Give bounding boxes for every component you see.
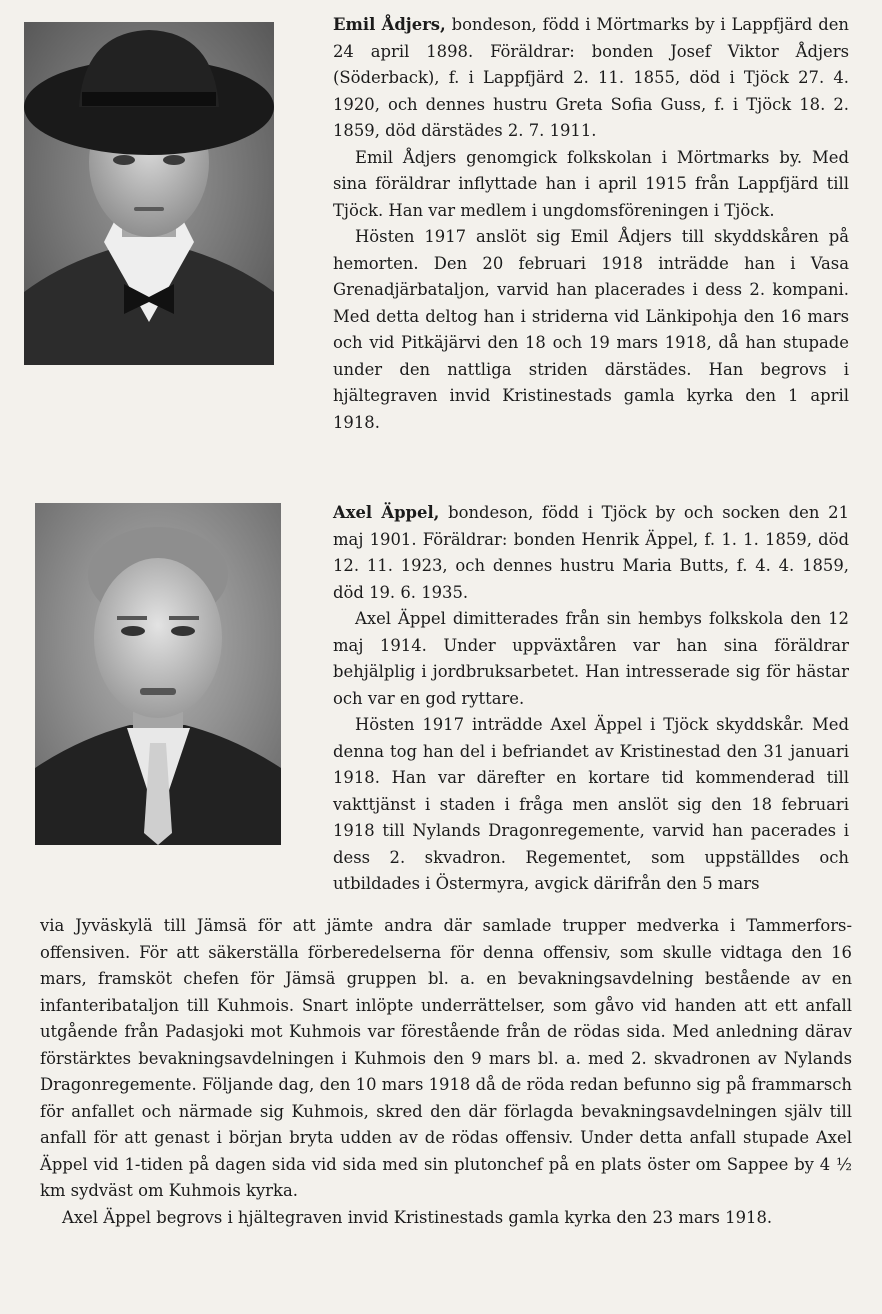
biography-emil-adjers xyxy=(333,12,849,436)
portrait-photo-axel-appel xyxy=(35,503,281,845)
person-name: Emil Ådjers, xyxy=(333,15,446,34)
portrait-image xyxy=(24,22,274,365)
paragraph-education: Axel Äppel dimitterades från sin hembys folkskola den 12 maj 1914. Under uppväxtåren var han sina föräldrar behjälplig i jordbruksarbetet. Han intresserade sig för hästar och var en god ryttare. xyxy=(333,609,849,708)
paragraph-service: Hösten 1917 anslöt sig Emil Ådjers till skyddskåren på hemorten. Den 20 februari 1918 inträdde han i Vasa Grenadjärbataljon, varvid han placerades i dess 2. kompani. Med detta deltog han i striderna vid Länkipohja den 16 mars och vid Pitkäjärvi den 18 och 19 mars 1918, då han stupade under den nattliga striden därstädes. Han begrovs i hjältegraven invid Kristinestads gamla kyrka den 1 april 1918. xyxy=(333,227,849,432)
paragraph-service-start: Hösten 1917 inträdde Axel Äppel i Tjöck skyddskår. Med denna tog han del i befriandet av Kristinestad den 31 januari 1918. Han var därefter en kortare tid kommenderad till vakttjänst i staden i fråga men anslöt sig den 18 februari 1918 till Nylands Dragonregemente, varvid han pacerades i dess 2. skvadron. Regementet, som uppställdes och utbildades i Östermyra, avgick därifrån den 5 mars xyxy=(333,715,849,893)
intro-text: bondeson, född i Tjöck by och socken den 21 maj 1901. Föräldrar: bonden Henrik Äppel, f. 1. 1. 1859, död 12. 11. 1923, och dennes hustru Maria Butts, f. 4. 4. 1859, död 19. 6. 1935. xyxy=(333,503,849,602)
biography-axel-appel-continued xyxy=(40,913,852,1231)
paragraph-burial: Axel Äppel begrovs i hjältegraven invid Kristinestads gamla kyrka den 23 mars 1918. xyxy=(62,1207,773,1227)
portrait-image xyxy=(35,503,281,845)
paragraph-intro xyxy=(333,500,849,606)
biography-axel-appel xyxy=(333,500,849,898)
paragraph-service-continued: via Jyväskylä till Jämsä för att jämte andra där samlade trupper medverka i Tammerfors-offensiven. För att säkerställa förberedelserna för denna offensiv, som skulle vidtaga den 16 mars, framsköt chefen för Jämsä gruppen bl. a. en bevakningsavdelning bestående av en infanteribataljon till Kuhmois. Snart inlöpte underrättelser, som gåvo vid handen att ett anfall utgående från Padasjoki mot Kuhmois var förestående från de rödas sida. Med anledning därav förstärktes bevakningsavdelningen i Kuhmois den 9 mars bl. a. med 2. skvadronen av Nylands Dragonregemente. Följande dag, den 10 mars 1918 då de röda redan befunno sig på frammarsch för anfallet och närmade sig Kuhmois, skred den där förlagda bevakningsavdelningen själv till anfall för att genast i början bryta udden av de rödas offensiv. Under detta anfall stupade Axel Äppel vid 1-tiden på dagen sida vid sida med sin plutonchef på en plats öster om Sappee by 4 ½ km sydväst om Kuhmois kyrka. xyxy=(40,916,852,1200)
paragraph-education: Emil Ådjers genomgick folkskolan i Mörtmarks by. Med sina föräldrar inflyttade han i april 1915 från Lappfjärd till Tjöck. Han var medlem i ungdomsföreningen i Tjöck. xyxy=(333,147,849,220)
portrait-photo-emil-adjers xyxy=(24,22,274,365)
intro-text: bondeson, född i Mörtmarks by i Lappfjärd den 24 april 1898. Föräldrar: bonden Josef Viktor Ådjers (Söderback), f. i Lappfjärd 2. 11. 1855, död i Tjöck 27. 4. 1920, och dennes hustru Greta Sofia Guss, f. i Tjöck 18. 2. 1859, död därstädes 2. 7. 1911. xyxy=(333,15,849,140)
paragraph-intro xyxy=(333,12,849,145)
person-name: Axel Äppel, xyxy=(333,503,440,522)
